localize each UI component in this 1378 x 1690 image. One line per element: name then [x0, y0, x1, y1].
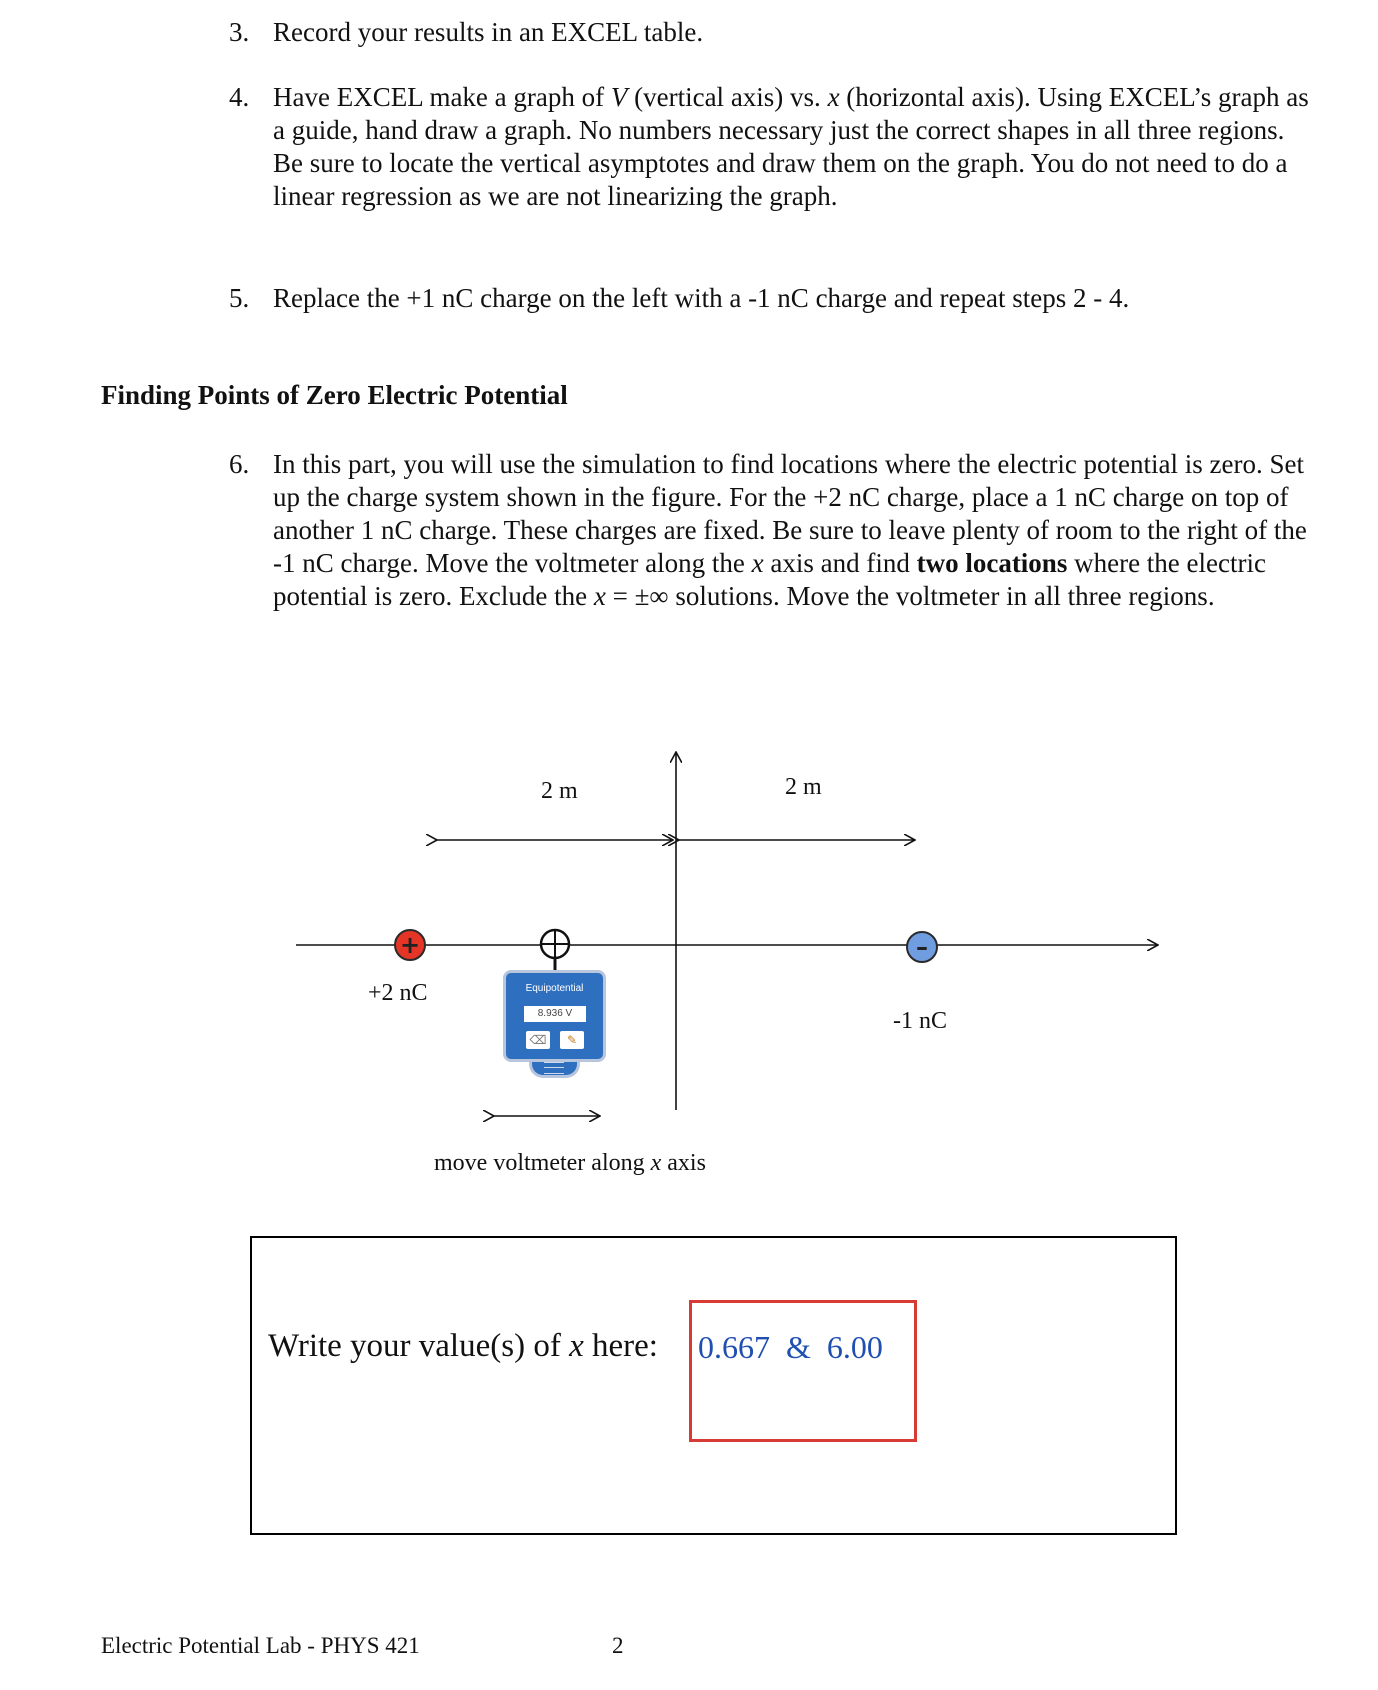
drag-handle-icon[interactable] [544, 1062, 564, 1074]
pencil-icon[interactable]: ✎ [560, 1031, 584, 1049]
step-number: 4. [229, 82, 250, 112]
positive-charge[interactable] [394, 929, 426, 961]
step-text: Have EXCEL make a graph of V (vertical axis) vs. x (horizontal axis). Using EXCEL’s graph as a guide, hand draw a graph. No numbers necessary just the correct shapes in all three regions. Be sure to locate the vertical asymptotes and draw them on the graph. You do not need to do a linear regression as we are not linearizing the graph. [273, 82, 1309, 211]
charge-diagram [0, 690, 1378, 1210]
answer-value: 0.667 & 6.00 [698, 1329, 883, 1365]
positive-charge-label: +2 nC [368, 980, 428, 1006]
eraser-icon[interactable]: ⌫ [526, 1031, 550, 1049]
page-number: 2 [612, 1633, 624, 1658]
diagram-caption: move voltmeter along x axis [434, 1150, 706, 1176]
voltmeter-reading: 8.936 V [524, 1006, 586, 1022]
step-number: 3. [229, 17, 250, 47]
step-text: Record your results in an EXCEL table. [273, 17, 704, 47]
step-number: 5. [229, 283, 250, 313]
footer-title: Electric Potential Lab - PHYS 421 [101, 1633, 420, 1658]
step-text: In this part, you will use the simulation to find locations where the electric potential is zero. Set up the charge system shown in the figure. For the +2 nC charge, place a 1 nC charge on top of another 1 nC charge. These charges are fixed. Be sure to leave plenty of room to the right of the -1 nC charge. Move the voltmeter along the x axis and find two locations where the electric potential is zero. Exclude the x = ±∞ solutions. Move the voltmeter in all three regions. [273, 449, 1307, 611]
step-number: 6. [229, 449, 250, 479]
negative-charge[interactable] [906, 931, 938, 963]
section-heading: Finding Points of Zero Electric Potential [101, 380, 568, 410]
negative-charge-label: -1 nC [893, 1008, 947, 1034]
minus-icon: – [916, 933, 928, 961]
step-text: Replace the +1 nC charge on the left with a -1 nC charge and repeat steps 2 - 4. [273, 283, 1130, 313]
left-distance-label: 2 m [541, 778, 578, 804]
voltmeter-title: Equipotential [525, 983, 584, 994]
plus-icon: + [399, 931, 421, 959]
answer-prompt: Write your value(s) of x here: [268, 1328, 658, 1364]
answer-field[interactable] [689, 1300, 917, 1442]
voltmeter[interactable] [503, 970, 606, 1080]
right-distance-label: 2 m [785, 774, 822, 800]
